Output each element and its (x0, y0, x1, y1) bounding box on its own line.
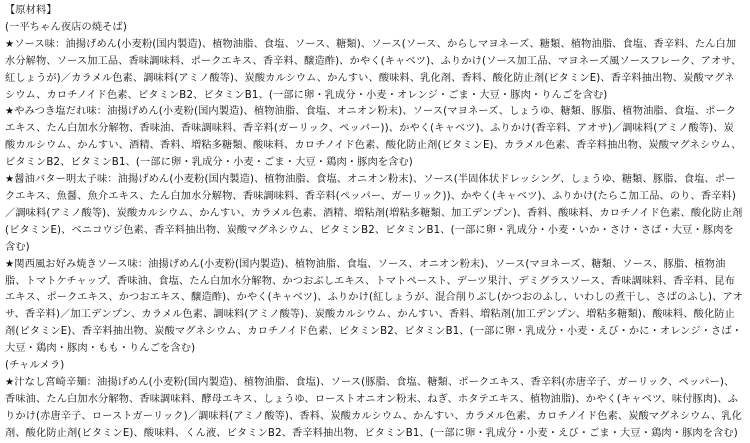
group-heading-charumera: (チャルメラ) (5, 360, 65, 372)
ingredient-item-sauce-flavor: ★ソース味：油揚げめん(小麦粉(国内製造)、植物油脂、食塩、ソース、糖類)、ソース(ソース、からしマヨネーズ、糖類、植物油脂、食塩、香辛料、たん白加水分解物、ソース加工品、香味調味料、ポークエキス、香辛料、醸造酢)、かやく(キャベツ)、ふりかけ(ソース加工品、マヨネーズ風ソースフレーク、アオサ、紅しょうが)／カラメル色素、調味料(アミノ酸等)、炭酸カルシウム、かんすい、酸味料、乳化剤、香料、酸化防止剤(ビタミンE)、香辛料抽出物、炭酸マグネシウム、カロチノイド色素、ビタミンB2、ビタミンB1、(一部に卵・乳成分・小麦・オレンジ・ごま・大豆・豚肉・りんごを含む) (5, 38, 742, 101)
ingredient-item-kansai-okonomiyaki-flavor: ★関西風お好み焼きソース味：油揚げめん(小麦粉(国内製造)、植物油脂、食塩、ソース、オニオン粉末)、ソース(マヨネーズ、糖類、ソース、豚脂、植物油脂、トマトケチャップ、香味油、食塩、たん白加水分解物、かつおぶしエキス、トマトペースト、デーツ果汁、デミグラスソース、香味調味料、香辛料、昆布エキス、ポークエキス、かつおエキス、醸造酢)、かやく(キャベツ)、ふりかけ(紅しょうが、混合削りぶし(かつおのふし、いわしの煮干し、さばのふし)、アオサ、香辛料)／加工デンプン、カラメル色素、調味料(アミノ酸等)、炭酸カルシウム、かんすい、香料、増粘剤(加工デンプン、増粘多糖類)、酸味料、酸化防止剤(ビタミンE)、香辛料抽出物、炭酸マグネシウム、カロチノイド色素、ビタミンB2、ビタミンB1、(一部に卵・乳成分・小麦・えび・かに・オレンジ・さば・大豆・鶏肉・豚肉・もも・りんごを含む) (5, 258, 744, 355)
ingredient-item-soy-butter-mentaiko-flavor: ★醤油バター明太子味：油揚げめん(小麦粉(国内製造)、植物油脂、食塩、オニオン粉末)、ソース(半固体状ドレッシング、しょうゆ、糖類、豚脂、食塩、ポークエキス、魚醤、魚介エキス、たん白加水分解物、香味調味料、香辛料(ペッパー、ガーリック))、かやく(キャベツ)、ふりかけ(たらこ加工品、のり、香辛料)／調味料(アミノ酸等)、炭酸カルシウム、かんすい、カラメル色素、酒精、増粘剤(増粘多糖類、加工デンプン)、香料、酸味料、カロチノイド色素、酸化防止剤(ビタミンE)、ベニコウジ色素、香辛料抽出物、炭酸マグネシウム、ビタミンB2、ビタミンB1、(一部に卵・乳成分・小麦・いか・さけ・さば・大豆・豚肉を含む) (5, 174, 743, 253)
group-heading-ippei-chan: (一平ちゃん夜店の焼そば) (5, 21, 127, 33)
ingredient-item-miyazaki-karamen: ★汁なし宮崎辛麺：油揚げめん(小麦粉(国内製造)、植物油脂、食塩)、ソース(豚脂、食塩、糖類、ポークエキス、香辛料(赤唐辛子、ガーリック、ペッパー)、香味油、たん白加水分解物、香味調味料、酵母エキス、しょうゆ、ローストオニオン粉末、ねぎ、ホタテエキス、植物油脂)、かやく(キャベツ、味付豚肉)、ふりかけ(赤唐辛子、ローストガーリック)／調味料(アミノ酸等)、香料、炭酸カルシウム、かんすい、カラメル色素、カロチノイド色素、炭酸マグネシウム、乳化剤、酸化防止剤(ビタミンE)、酸味料、くん液、ビタミンB2、香辛料抽出物、ビタミンB1、(一部に卵・乳成分・小麦・えび・ごま・大豆・鶏肉・豚肉を含む) (5, 376, 743, 439)
ingredients-heading: 【原材料】 (5, 5, 57, 16)
ingredient-item-salt-sauce-flavor: ★やみつき塩だれ味：油揚げめん(小麦粉(国内製造)、植物油脂、食塩、オニオン粉末)、ソース(マヨネーズ、しょうゆ、糖類、豚脂、植物油脂、食塩、ポークエキス、たん白加水分解物、香味油、香味調味料、香辛料(ガーリック、ペッパー))、かやく(キャベツ)、ふりかけ(香辛料、アオサ)／調味料(アミノ酸等)、炭酸カルシウム、かんすい、酒精、香料、増粘多糖類、酸味料、カロチノイド色素、酸化防止剤(ビタミンE)、カラメル色素、香辛料抽出物、炭酸マグネシウム、ビタミンB2、ビタミンB1、(一部に卵・乳成分・小麦・ごま・大豆・鶏肉・豚肉を含む) (5, 106, 742, 169)
